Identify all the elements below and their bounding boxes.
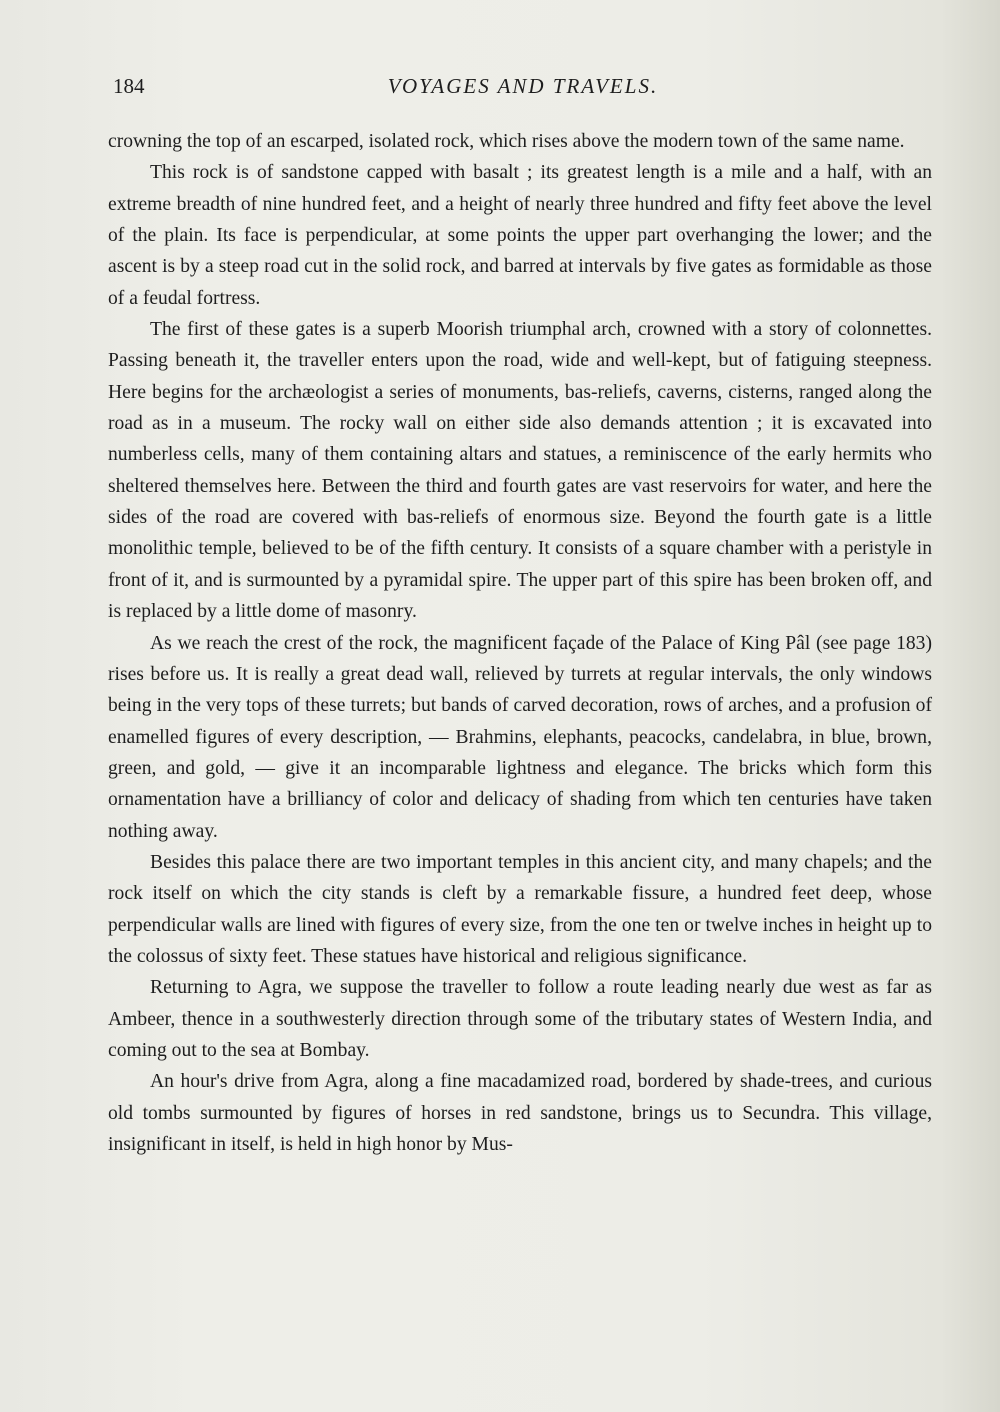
paragraph: This rock is of sandstone capped with basalt ; its greatest length is a mile and a half, with an extreme breadth of nine hundred feet, and a height of nearly three hundred and fifty feet above the level of the plain. Its face is perpendicular, at some points the upper part overhanging the lower; and the ascent is by a steep road cut in the solid rock, and barred at intervals by five gates as formidable as those of a feudal fortress. <box>108 162 932 309</box>
paragraph: Besides this palace there are two important temples in this ancient city, and many chapels; and the rock itself on which the city stands is cleft by a remarkable fissure, a hundred feet deep, whose perpendicular walls are lined with figures of every size, from the one ten or twelve inches in height up to the colossus of sixty feet. These statues have historical and religious significance. <box>108 851 932 967</box>
paragraph: An hour's drive from Agra, along a fine macadamized road, bordered by shade-trees, and curious old tombs surmounted by figures of horses in red sandstone, brings us to Secundra. This village, insignificant in itself, is held in high honor by Mus- <box>108 1071 932 1155</box>
paragraph: The first of these gates is a superb Moorish triumphal arch, crowned with a story of colonnettes. Passing beneath it, the traveller enters upon the road, wide and well-kept, but of fatiguing steepness. Here begins for the archæologist a series of monuments, bas-reliefs, caverns, cisterns, ranged along the road as in a museum. The rocky wall on either side also demands attention ; it is excavated into numberless cells, many of them containing altars and statues, a reminiscence of the early hermits who sheltered themselves here. Between the third and fourth gates are vast reservoirs for water, and here the sides of the road are covered with bas-reliefs of enormous size. Beyond the fourth gate is a little monolithic temple, believed to be of the fifth century. It consists of a square chamber with a peristyle in front of it, and is surmounted by a pyramidal spire. The upper part of this spire has been broken off, and is replaced by a little dome of masonry. <box>108 319 932 623</box>
paragraph: Returning to Agra, we suppose the traveller to follow a route leading nearly due west as far as Ambeer, thence in a southwesterly direction through some of the tributary states of Western India, and coming out to the sea at Bombay. <box>108 977 932 1061</box>
page-number: 184 <box>113 74 145 98</box>
running-title: VOYAGES AND TRAVELS. <box>387 74 659 98</box>
body-text <box>108 126 932 1160</box>
page-header <box>113 74 933 104</box>
paragraph: crowning the top of an escarped, isolated rock, which rises above the modern town of the same name. <box>108 131 905 152</box>
paragraph: As we reach the crest of the rock, the magnificent façade of the Palace of King Pâl (see page 183) rises before us. It is really a great dead wall, relieved by turrets at regular intervals, the only windows being in the very tops of these turrets; but bands of carved decoration, rows of arches, and a profusion of enamelled figures of every description, — Brahmins, elephants, peacocks, candelabra, in blue, brown, green, and gold, — give it an incomparable lightness and elegance. The bricks which form this ornamentation have a brilliancy of color and delicacy of shading from which ten centuries have taken nothing away. <box>108 632 932 842</box>
